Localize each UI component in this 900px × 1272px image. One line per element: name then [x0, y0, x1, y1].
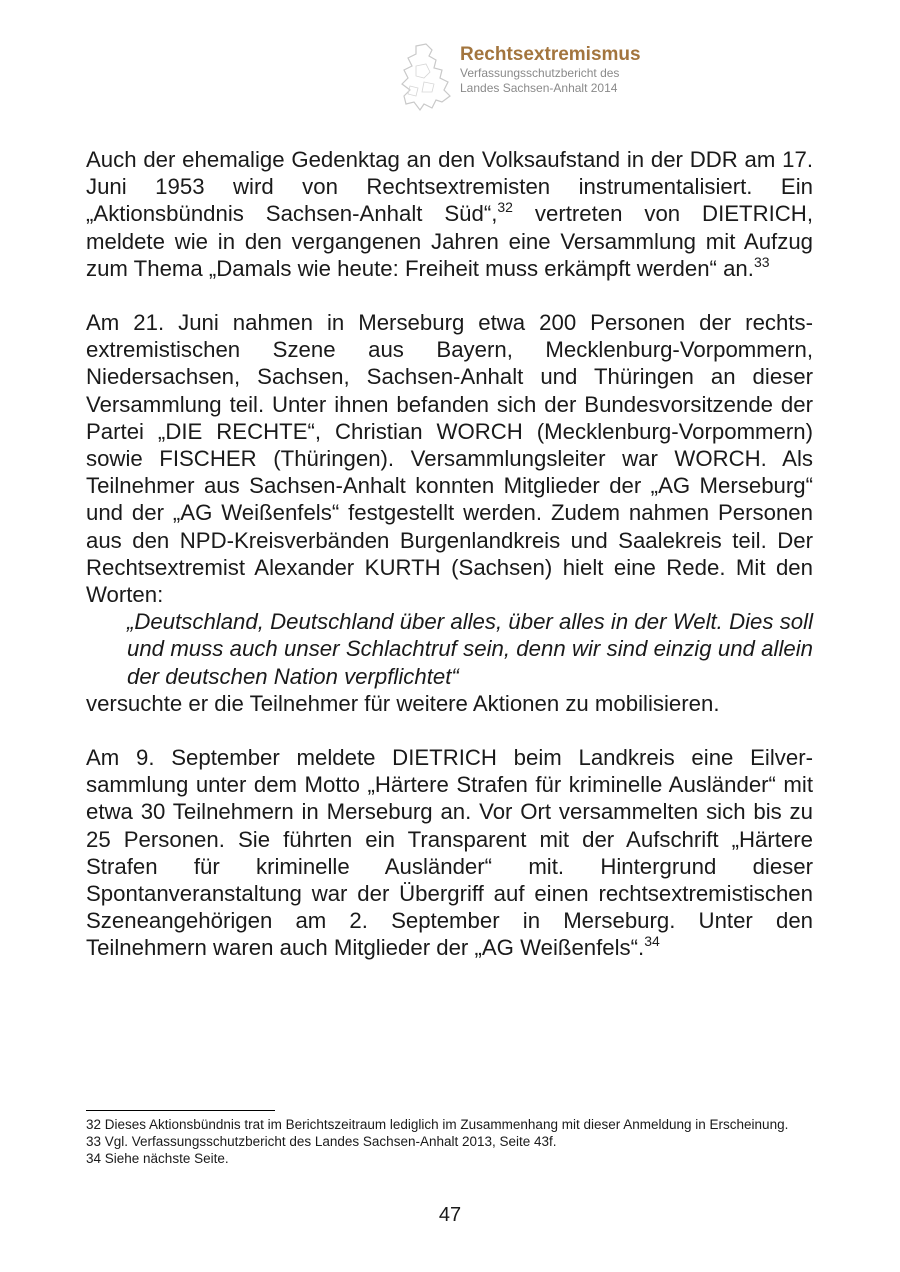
footnote-divider — [86, 1110, 275, 1111]
paragraph-2 — [86, 309, 813, 717]
footnote-34: 34 Siehe nächste Seite. — [86, 1151, 229, 1166]
header-title: Rechtsextremismus — [460, 44, 641, 65]
paragraph-1-text: Auch der ehemalige Gedenktag an den Volksaufstand in der DDR am 17. Juni 1953 wird von Rechtsextremisten instrumentalisiert. Ein „Aktionsbündnis Sachsen-Anhalt Süd“, — [86, 147, 813, 227]
page-header — [396, 42, 696, 112]
paragraph-1 — [86, 146, 813, 282]
footnote-ref-34: 34 — [644, 933, 660, 950]
saxony-anhalt-map-outline-icon — [396, 42, 456, 112]
footnote-32: 32 Dieses Aktionsbündnis trat im Berichtszeitraum lediglich im Zusammenhang mit dieser Anmeldung in Erscheinung. — [86, 1117, 789, 1132]
footnotes — [86, 1116, 806, 1167]
footnote-ref-32: 32 — [497, 199, 513, 216]
paragraph-2-text: Am 21. Juni nahmen in Merseburg etwa 200 Personen der rechtsextremistischen Szene aus Bayern, Mecklenburg-Vorpommern, Niedersachsen, Sachsen, Sachsen-Anhalt und Thüringen an dieser Versammlung teil. Unter ihnen befanden sich der Bundesvorsitzende der Partei „DIE RECHTE“, Christian WORCH (Mecklenburg-Vorpommern) sowie FISCHER (Thüringen). Versammlungsleiter war WORCH. Als Teilnehmer aus Sachsen-Anhalt konnten Mitglieder der „AG Merseburg“ und der „AG Weißenfels“ festgestellt werden. Zudem nahmen Personen aus den NPD-Kreisverbänden Burgenlandkreis und Saalekreis teil. Der Rechtsextremist Alexander KURTH (Sachsen) hielt eine Rede. Mit den Worten: — [86, 310, 813, 608]
footnote-33: 33 Vgl. Verfassungsschutzbericht des Landes Sachsen-Anhalt 2013, Seite 43f. — [86, 1134, 557, 1149]
footnote-ref-33: 33 — [753, 253, 770, 270]
speech-quote: „Deutschland, Deutschland über alles, über alles in der Welt. Dies soll und muss auch unser Schlachtruf sein, denn wir sind einzig und allein der deutschen Nation verpflichtet“ — [127, 609, 813, 689]
paragraph-3-text: Am 9. September meldete DIETRICH beim Landkreis eine Eilversammlung unter dem Motto „Härtere Strafen für kriminelle Ausländer“ mit etwa 30 Teilnehmern in Merseburg an. Vor Ort versammelten sich bis zu 25 Personen. Sie führten ein Transparent mit der Aufschrift „Härtere Strafen für kriminelle Ausländer“ mit. Hintergrund dieser Spontanveranstaltung war der Übergriff auf einen rechtsextremistischen Szeneangehörigen am 2. September in Merseburg. Unter den Teilnehmern waren auch Mitglieder der „AG Weißenfels“. — [86, 745, 813, 961]
paragraph-3 — [86, 744, 813, 962]
header-subtitle-line1: Verfassungsschutzbericht des — [460, 66, 620, 80]
header-subtitle-line2: Landes Sachsen-Anhalt 2014 — [460, 81, 618, 95]
main-text — [86, 146, 813, 962]
paragraph-1-text-cont: vertreten von DIETRICH, meldete wie in den vergangenen Jahren eine Versammlung mit Aufzug zum Thema „Damals wie heute: Freiheit muss erkämpft werden“ an. — [86, 201, 813, 281]
paragraph-2-after-quote: versuchte er die Teilnehmer für weitere Aktionen zu mobilisieren. — [86, 690, 720, 716]
header-text — [460, 44, 641, 96]
page-number: 47 — [438, 1204, 462, 1226]
